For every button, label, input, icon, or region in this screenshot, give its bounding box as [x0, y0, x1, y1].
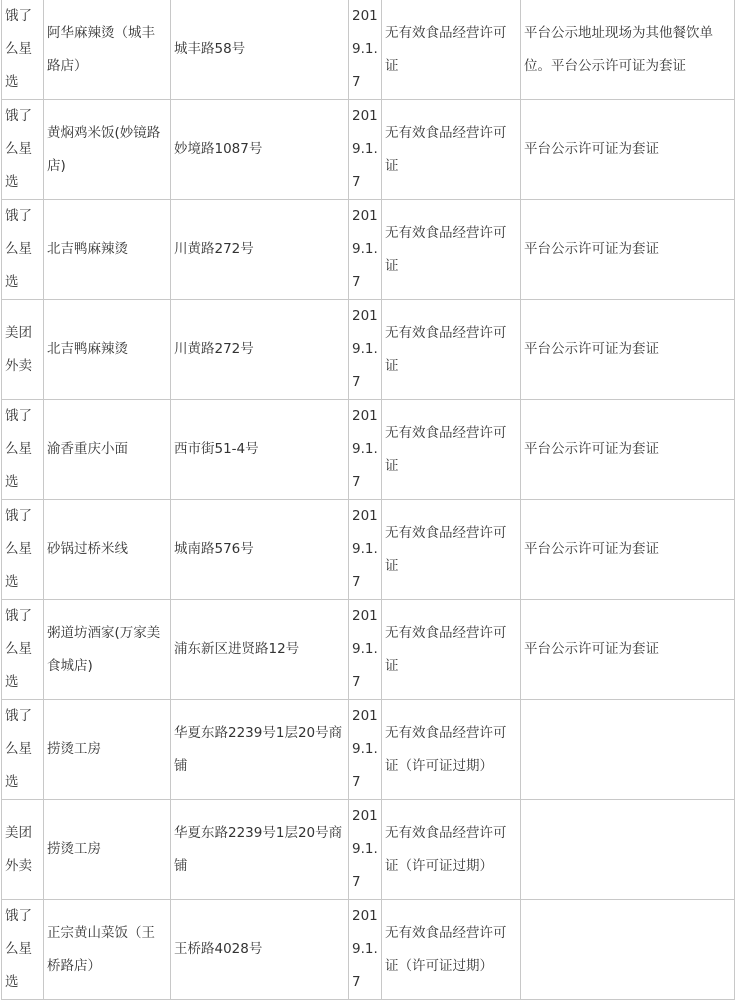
- issue-cell: 无有效食品经营许可证: [382, 0, 521, 100]
- platform-cell: 饿了么星选: [2, 500, 44, 600]
- date-cell: 2019.1.7: [349, 800, 382, 900]
- note-cell: 平台公示许可证为套证: [521, 100, 735, 200]
- table-row: [2, 500, 735, 600]
- store-name-cell: 粥道坊酒家(万家美食城店): [44, 600, 171, 700]
- date-cell: 2019.1.7: [349, 200, 382, 300]
- platform-cell: 饿了么星选: [2, 200, 44, 300]
- store-name-cell: 阿华麻辣烫（城丰路店）: [44, 0, 171, 100]
- address-cell: 川黄路272号: [171, 300, 349, 400]
- platform-cell: 饿了么星选: [2, 400, 44, 500]
- date-cell: 2019.1.7: [349, 600, 382, 700]
- table-row: [2, 100, 735, 200]
- note-cell: 平台公示地址现场为其他餐饮单位。平台公示许可证为套证: [521, 0, 735, 100]
- issue-cell: 无有效食品经营许可证（许可证过期）: [382, 700, 521, 800]
- platform-cell: 美团外卖: [2, 800, 44, 900]
- platform-cell: 美团外卖: [2, 300, 44, 400]
- address-cell: 城南路576号: [171, 500, 349, 600]
- table-row: [2, 0, 735, 100]
- store-name-cell: 北吉鸭麻辣烫: [44, 200, 171, 300]
- date-cell: 2019.1.7: [349, 0, 382, 100]
- address-cell: 华夏东路2239号1层20号商铺: [171, 800, 349, 900]
- store-name-cell: 捞烫工房: [44, 700, 171, 800]
- note-cell: 平台公示许可证为套证: [521, 300, 735, 400]
- table-row: [2, 300, 735, 400]
- violations-table: [1, 0, 735, 1000]
- store-name-cell: 黄焖鸡米饭(妙镜路店): [44, 100, 171, 200]
- date-cell: 2019.1.7: [349, 400, 382, 500]
- date-cell: 2019.1.7: [349, 300, 382, 400]
- address-cell: 浦东新区进贤路12号: [171, 600, 349, 700]
- table-row: [2, 400, 735, 500]
- issue-cell: 无有效食品经营许可证: [382, 400, 521, 500]
- store-name-cell: 砂锅过桥米线: [44, 500, 171, 600]
- issue-cell: 无有效食品经营许可证（许可证过期）: [382, 800, 521, 900]
- platform-cell: 饿了么星选: [2, 0, 44, 100]
- issue-cell: 无有效食品经营许可证: [382, 500, 521, 600]
- issue-cell: 无有效食品经营许可证: [382, 600, 521, 700]
- address-cell: 西市街51-4号: [171, 400, 349, 500]
- store-name-cell: 捞烫工房: [44, 800, 171, 900]
- store-name-cell: 正宗黄山菜饭（王桥路店）: [44, 900, 171, 1000]
- platform-cell: 饿了么星选: [2, 700, 44, 800]
- address-cell: 川黄路272号: [171, 200, 349, 300]
- platform-cell: 饿了么星选: [2, 600, 44, 700]
- address-cell: 城丰路58号: [171, 0, 349, 100]
- note-cell: 平台公示许可证为套证: [521, 600, 735, 700]
- issue-cell: 无有效食品经营许可证: [382, 300, 521, 400]
- note-cell: [521, 700, 735, 800]
- platform-cell: 饿了么星选: [2, 900, 44, 1000]
- address-cell: 妙境路1087号: [171, 100, 349, 200]
- date-cell: 2019.1.7: [349, 500, 382, 600]
- store-name-cell: 渝香重庆小面: [44, 400, 171, 500]
- note-cell: [521, 900, 735, 1000]
- store-name-cell: 北吉鸭麻辣烫: [44, 300, 171, 400]
- table-row: [2, 800, 735, 900]
- note-cell: 平台公示许可证为套证: [521, 200, 735, 300]
- platform-cell: 饿了么星选: [2, 100, 44, 200]
- issue-cell: 无有效食品经营许可证: [382, 100, 521, 200]
- date-cell: 2019.1.7: [349, 900, 382, 1000]
- issue-cell: 无有效食品经营许可证（许可证过期）: [382, 900, 521, 1000]
- issue-cell: 无有效食品经营许可证: [382, 200, 521, 300]
- table-row: [2, 200, 735, 300]
- date-cell: 2019.1.7: [349, 700, 382, 800]
- note-cell: 平台公示许可证为套证: [521, 500, 735, 600]
- date-cell: 2019.1.7: [349, 100, 382, 200]
- address-cell: 王桥路4028号: [171, 900, 349, 1000]
- table-row: [2, 900, 735, 1000]
- address-cell: 华夏东路2239号1层20号商铺: [171, 700, 349, 800]
- note-cell: 平台公示许可证为套证: [521, 400, 735, 500]
- table-row: [2, 600, 735, 700]
- note-cell: [521, 800, 735, 900]
- table-row: [2, 700, 735, 800]
